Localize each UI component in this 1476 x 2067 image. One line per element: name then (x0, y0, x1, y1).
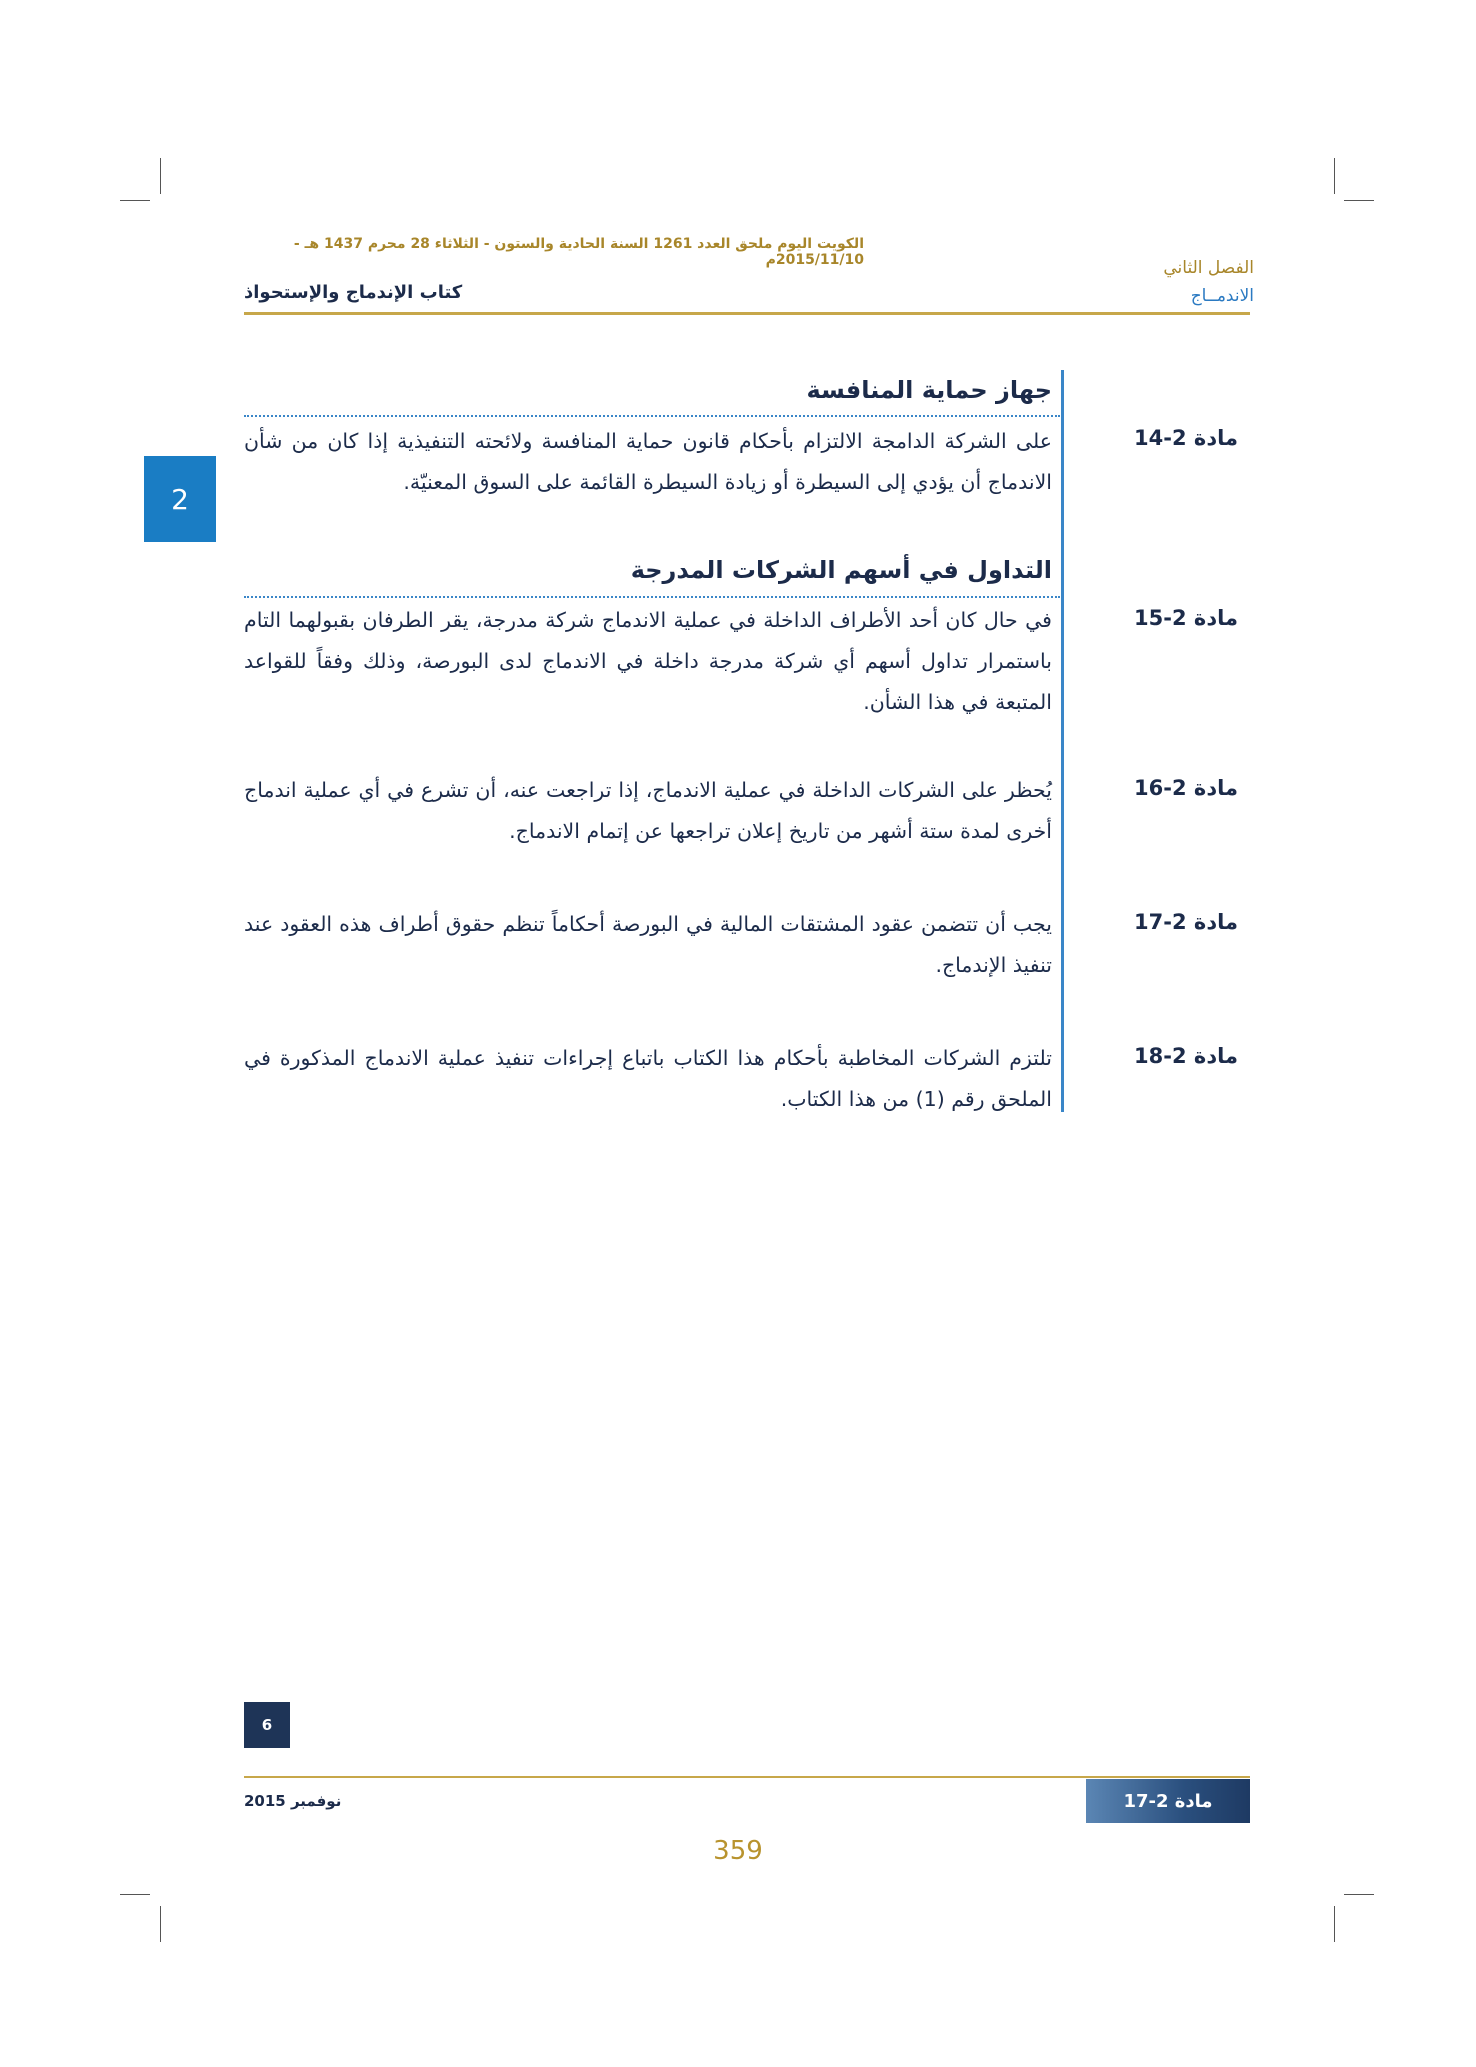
section-heading: جهاز حماية المنافسة (806, 376, 1052, 404)
chapter-title: الفصل الثاني (1163, 258, 1254, 278)
dotted-rule (244, 596, 1060, 598)
article-label: مادة 2-18 (1134, 1044, 1238, 1068)
dotted-rule (244, 415, 1060, 417)
section-heading: التداول في أسهم الشركات المدرجة (630, 556, 1052, 584)
footer-rule (244, 1776, 1250, 1778)
book-title: كتاب الإندماج والإستحواذ (244, 282, 463, 303)
article-text: في حال كان أحد الأطراف الداخلة في عملية الاندماج شركة مدرجة، يقر الطرفان بقبولهما التام باستمرار تداول أسهم أي شركة مدرجة داخلة في الاندماج لدى البورصة، وذلك وفقاً للقواعد المتبعة في هذا الشأن. (244, 608, 1052, 714)
article-text: يجب أن تتضمن عقود المشتقات المالية في البورصة أحكاماً تنظم حقوق أطراف هذه العقود عند تنفيذ الإندماج. (244, 912, 1052, 977)
crop-mark (1344, 1894, 1374, 1895)
section-title: الاندمــاج (1190, 286, 1254, 306)
article-tab: مادة 2-17 (1086, 1779, 1250, 1823)
page-number: 359 (713, 1836, 763, 1866)
article-label: مادة 2-17 (1134, 910, 1238, 934)
article-label: مادة 2-14 (1134, 426, 1238, 450)
article-label: مادة 2-16 (1134, 776, 1238, 800)
crop-mark (1344, 200, 1374, 201)
crop-mark (160, 1906, 161, 1942)
content-divider (1061, 370, 1064, 1112)
crop-mark (1334, 1906, 1335, 1942)
gazette-line: الكويت اليوم ملحق العدد 1261 السنة الحادية والستون - الثلاثاء 28 محرم 1437 هـ - 2015/11/10م (293, 236, 864, 268)
crop-mark (160, 158, 161, 194)
crop-mark (120, 200, 150, 201)
page-box: 6 (244, 1702, 290, 1748)
chapter-tab: 2 (144, 456, 216, 542)
crop-mark (120, 1894, 150, 1895)
article-text: على الشركة الدامجة الالتزام بأحكام قانون حماية المنافسة ولائحته التنفيذية إذا كان من شأن الاندماج أن يؤدي إلى السيطرة أو زيادة السيطرة القائمة على السوق المعنيّة. (244, 429, 1052, 494)
header-rule (244, 312, 1250, 315)
article-label: مادة 2-15 (1134, 606, 1238, 630)
article-text: تلتزم الشركات المخاطبة بأحكام هذا الكتاب باتباع إجراءات تنفيذ عملية الاندماج المذكورة في الملحق رقم (1) من هذا الكتاب. (244, 1046, 1052, 1111)
article-text: يُحظر على الشركات الداخلة في عملية الاندماج، إذا تراجعت عنه، أن تشرع في أي عملية اندماج أخرى لمدة ستة أشهر من تاريخ إعلان تراجعها عن إتمام الاندماج. (244, 778, 1052, 843)
footer-date: نوفمبر 2015 (244, 1792, 342, 1810)
crop-mark (1334, 158, 1335, 194)
